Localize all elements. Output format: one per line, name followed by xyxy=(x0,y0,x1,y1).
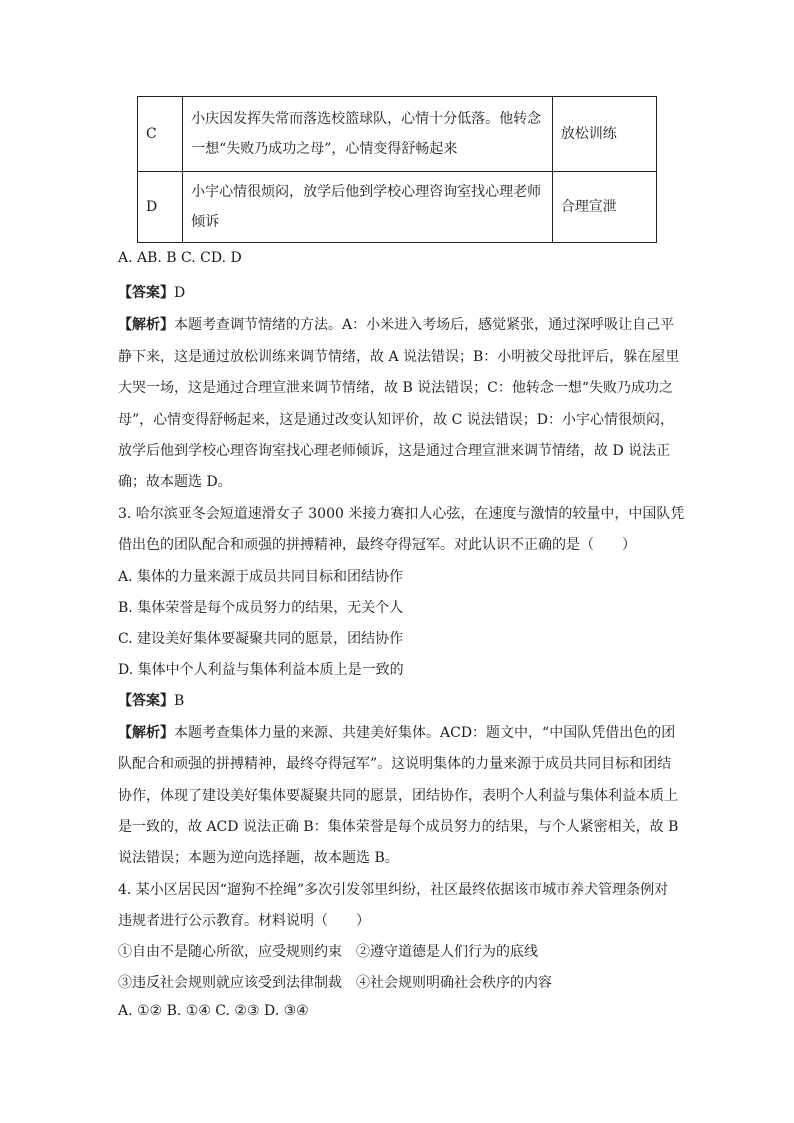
q2-analysis-line xyxy=(118,314,674,334)
description-line: 小宇心情很烦闷，放学后他到学校心理咨询室找心理老师 xyxy=(191,184,542,200)
answer-label: 【答案】 xyxy=(118,285,174,301)
answer-label: 【答案】 xyxy=(118,693,174,709)
analysis-text: 本题考查调节情绪的方法。A：小米进入考场后，感觉紧张，通过深呼吸让自己平 xyxy=(174,317,675,333)
q3-answer xyxy=(118,690,184,710)
q2-analysis-line: 母”，心情变得舒畅起来，这是通过改变认知评价，故 C 说法错误；D：小宇心情很烦闷， xyxy=(118,412,674,428)
description-line: 小庆因发挥失常而落选校篮球队，心情十分低落。他转念 xyxy=(191,111,542,127)
q2-answer xyxy=(118,282,185,302)
q4-choices: A. ①② B. ①④ C. ②③ D. ③④ xyxy=(118,1003,309,1019)
q3-stem-line: 借出色的团队配合和顽强的拼搏精神，最终夺得冠军。对此认识不正确的是（ ） xyxy=(118,537,636,553)
q2-analysis-line: 确；故本题选 D。 xyxy=(118,474,232,490)
table-description-cell xyxy=(183,172,553,243)
q3-option-b: B. 集体荣誉是每个成员努力的结果，无关个人 xyxy=(118,600,404,616)
analysis-text: 本题考查集体力量的来源、共建美好集体。ACD：题文中，“中国队凭借出色的团 xyxy=(174,725,676,741)
answer-value: B xyxy=(174,693,185,709)
table-method-cell: 合理宣泄 xyxy=(552,172,656,243)
answer-value: D xyxy=(174,285,186,301)
analysis-label: 【解析】 xyxy=(118,317,174,333)
q2-analysis-line: 放学后他到学校心理咨询室找心理老师倾诉，这是通过合理宣泄来调节情绪，故 D 说法正 xyxy=(118,443,671,459)
q3-analysis-line: 说法错误；本题为逆向选择题，故本题选 B。 xyxy=(118,850,399,866)
q4-statements-line: ①自由不是随心所欲，应受规则约束 ②遵守道德是人们行为的底线 xyxy=(118,944,538,960)
q2-choices: A. AB. B C. CD. D xyxy=(118,250,242,266)
table-row xyxy=(138,172,657,243)
q3-analysis-line xyxy=(118,722,675,742)
description-line: 一想“失败乃成功之母”，心情变得舒畅起来 xyxy=(191,141,458,157)
analysis-label: 【解析】 xyxy=(118,725,174,741)
table-row xyxy=(138,97,657,172)
q3-stem-line: 3. 哈尔滨亚冬会短道速滑女子 3000 米接力赛扣人心弦，在速度与激情的较量中，中国队凭 xyxy=(118,506,685,522)
q3-analysis-line: 队配合和顽强的拼搏精神，最终夺得冠军”。这说明集体的力量来源于成员共同目标和团结 xyxy=(118,756,672,772)
options-table xyxy=(137,96,657,243)
table-description-cell xyxy=(183,97,553,172)
table-method-cell: 放松训练 xyxy=(552,97,656,172)
q4-statements-line: ③违反社会规则就应该受到法律制裁 ④社会规则明确社会秩序的内容 xyxy=(118,975,552,991)
q3-option-c: C. 建设美好集体要凝聚共同的愿景，团结协作 xyxy=(118,631,404,647)
table-option-cell: D xyxy=(138,172,183,243)
description-line: 倾诉 xyxy=(191,214,220,230)
q3-analysis-line: 是一致的，故 ACD 说法正确 B：集体荣誉是每个成员努力的结果，与个人紧密相关，故 B xyxy=(118,819,679,835)
q3-option-d: D. 集体中个人利益与集体利益本质上是一致的 xyxy=(118,662,404,678)
q3-analysis-line: 协作，体现了建设美好集体要凝聚共同的愿景，团结协作，表明个人利益与集体利益本质上 xyxy=(118,788,678,804)
q2-analysis-line: 大哭一场，这是通过合理宣泄来调节情绪，故 B 说法错误；C：他转念一想“失败乃成功之 xyxy=(118,380,674,396)
q2-analysis-line: 静下来，这是通过放松训练来调节情绪，故 A 说法错误；B：小明被父母批评后，躲在屋里 xyxy=(118,349,680,365)
q4-stem-line: 4. 某小区居民因“遛狗不拴绳”多次引发邻里纠纷，社区最终依据该市城市养犬管理条例对 xyxy=(118,882,669,898)
table-option-cell: C xyxy=(138,97,183,172)
q4-stem-line: 违规者进行公示教育。材料说明（ ） xyxy=(118,913,370,929)
q3-option-a: A. 集体的力量来源于成员共同目标和团结协作 xyxy=(118,569,404,585)
